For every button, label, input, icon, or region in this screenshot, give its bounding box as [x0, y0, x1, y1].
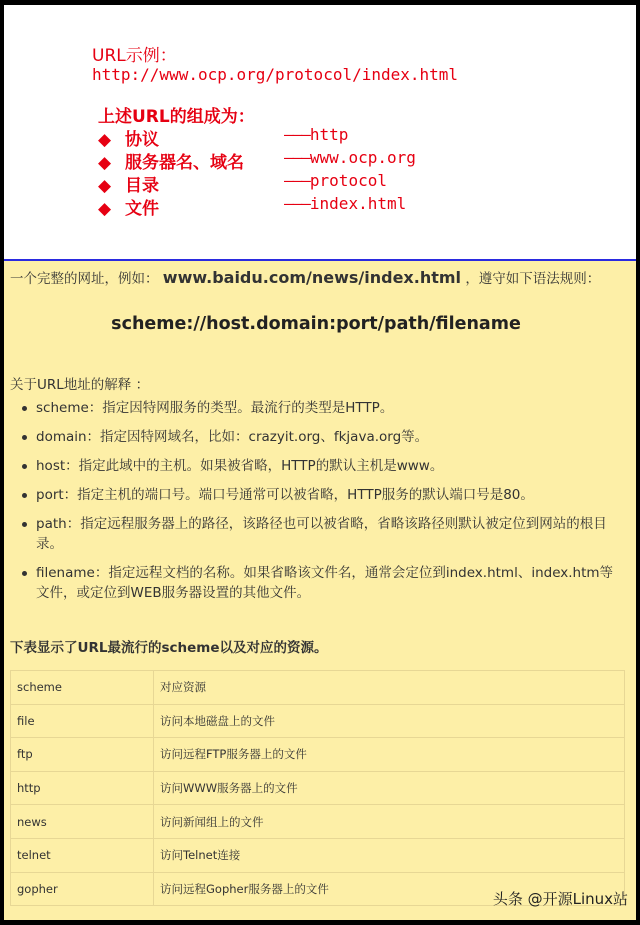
- part-value: ———www.ocp.org: [284, 148, 416, 167]
- list-item-filename: filename：指定远程文档的名称。如果省略该文件名，通常会定位到index.html、index.htm等文件，或定位到WEB服务器设置的其他文件。: [22, 563, 622, 603]
- intro-url: www.baidu.com/news/index.html: [162, 268, 462, 287]
- table-row: [11, 738, 625, 772]
- table-row: [11, 838, 625, 872]
- part-value: ———http: [284, 125, 349, 144]
- intro-prefix: 一个完整的网址，例如：: [10, 271, 159, 287]
- part-directory: [98, 171, 387, 196]
- list-item-host: host：指定此域中的主机。如果被省略，HTTP的默认主机是www。: [22, 456, 622, 476]
- diamond-icon: ◆: [98, 176, 112, 196]
- part-label: 协议: [125, 130, 159, 150]
- example-title: URL示例：: [92, 46, 177, 66]
- part-domain: [98, 148, 416, 173]
- list-item-port: port：指定主机的端口号。端口号通常可以被省略，HTTP服务的默认端口号是80。: [22, 485, 622, 505]
- diamond-icon: ◆: [98, 199, 112, 219]
- table-cell: gopher: [11, 872, 154, 906]
- part-value: ———protocol: [284, 171, 387, 190]
- intro-suffix: ，遵守如下语法规则：: [465, 271, 601, 287]
- table-cell: 访问Telnet连接: [154, 838, 625, 872]
- table-cell: 访问远程FTP服务器上的文件: [154, 738, 625, 772]
- table-row: [11, 671, 625, 705]
- table-cell: 访问WWW服务器上的文件: [154, 771, 625, 805]
- table-row: [11, 704, 625, 738]
- url-example-panel: [4, 5, 636, 259]
- table-cell: 访问新闻组上的文件: [154, 805, 625, 839]
- list-item-domain: domain：指定因特网域名，比如：crazyit.org、fkjava.org等。: [22, 427, 622, 447]
- list-item-scheme: scheme：指定因特网服务的类型。最流行的类型是HTTP。: [22, 398, 622, 418]
- scheme-table: [10, 670, 625, 906]
- diamond-icon: ◆: [98, 130, 112, 150]
- table-cell: telnet: [11, 838, 154, 872]
- url-parts-list: [22, 398, 622, 612]
- table-cell: 对应资源: [154, 671, 625, 705]
- part-file: [98, 194, 407, 219]
- table-cell: http: [11, 771, 154, 805]
- part-label: 目录: [125, 176, 159, 196]
- table-row: [11, 805, 625, 839]
- diamond-icon: ◆: [98, 153, 112, 173]
- part-protocol: [98, 125, 349, 150]
- table-cell: ftp: [11, 738, 154, 772]
- composition-title: 上述URL的组成为：: [98, 107, 255, 127]
- example-url: http://www.ocp.org/protocol/index.html: [92, 65, 459, 84]
- table-row: [11, 771, 625, 805]
- part-label: 服务器名、域名: [125, 153, 244, 173]
- list-item-path: path：指定远程服务器上的路径，该路径也可以被省略，省略该路径则默认被定位到网站的根目录。: [22, 514, 622, 554]
- scheme-syntax: scheme://host.domain:port/path/filename: [111, 314, 521, 334]
- table-cell: 访问远程Gopher服务器上的文件: [154, 872, 625, 906]
- table-cell: scheme: [11, 671, 154, 705]
- table-cell: file: [11, 704, 154, 738]
- part-value: ———index.html: [284, 194, 407, 213]
- watermark: 头条 @开源Linux站: [492, 890, 628, 908]
- table-cell: news: [11, 805, 154, 839]
- intro-line: [10, 267, 600, 287]
- part-label: 文件: [125, 199, 159, 219]
- about-title: 关于URL地址的解释 ：: [10, 377, 150, 393]
- table-cell: 访问本地磁盘上的文件: [154, 704, 625, 738]
- table-title: 下表显示了URL最流行的scheme以及对应的资源。: [10, 640, 328, 656]
